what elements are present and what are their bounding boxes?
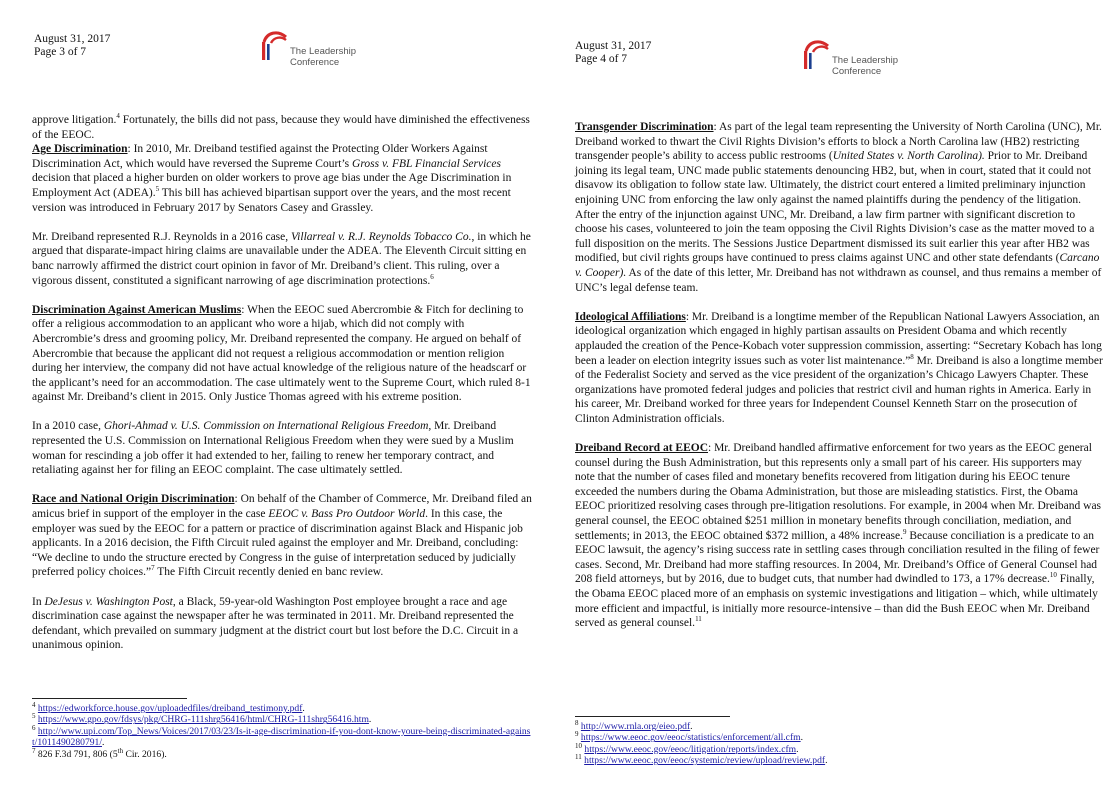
page-body (575, 120, 1103, 645)
page-header (575, 40, 651, 66)
footnote: $^9$ https://www.eeoc.gov/eeoc/statistics/enforcement/all.cfm. (575, 730, 804, 744)
leadership-conference-arc-icon (258, 28, 288, 62)
header-page-number: Page 4 of 7 (575, 53, 628, 65)
footnote-divider (575, 716, 730, 717)
section-heading: Race and National Origin Discrimination (32, 493, 235, 506)
paragraph: In DeJesus v. Washington Post, a Black, 59-year-old Washington Post employee brought a race and age discrimination case against the newspaper after he was terminated in 2011. Mr. Dreiband represented the defendant, which prevailed on summary judgment at the district court but lost before the D.C. Circuit in a unanimous opinion. (32, 595, 519, 652)
paragraph-ideological: Ideological Affiliations: Mr. Dreiband is a longtime member of the Republican National Lawyers Association, an ideological organization which engaged in highly partisan assaults on President Obama and which recently applauded the creation of the Pence-Kobach voter suppression commission, asserting: “Secretary Kobach has long been a leader on election integrity issues such as voter list maintenance.”$^8$ Mr. Dreiband is also a longtime member of the Federalist Society and served as the vice president of the organization’s Chicago Lawyers Chapter. These organizations have promoted federal judges and policies that restrict civil and human rights in America. Early in his career, Mr. Dreiband worked for three years for Independent Counsel Kenneth Starr on the prosecution of Clinton Administration officials. (575, 310, 1103, 425)
paragraph-race-national-origin: Race and National Origin Discrimination: On behalf of the Chamber of Commerce, Mr. Dreiband filed an amicus brief in support of the employer in the case EEOC v. Bass Pro Outdoor World. In this case, the employer was sued by the EEOC for a pattern or practice of discrimination against Black and Hispanic job applicants. In a 2016 decision, the Fifth Circuit ruled against the employer and Mr. Dreiband, concluding: “We decline to undo the structure erected by Congress in the guise of interpretation seduced by judicially preferred policy choices.”$^7$ The Fifth Circuit recently denied en banc review. (32, 493, 532, 579)
paragraph: Mr. Dreiband represented R.J. Reynolds in a 2016 case, Villarreal v. R.J. Reynolds Tobacco Co., in which he argued that disparate-impact hiring claims are unavailable under the ADEA. The Eleventh Circuit sitting en banc narrowly affirmed the district court opinion in favor of Mr. Dreiband’s client. This ruling, over a vigorous dissent, constituted a significant narrowing of age discrimination protections.$^6$ (32, 230, 531, 287)
footnotes (575, 718, 1075, 767)
paragraph: In a 2010 case, Ghori-Ahmad v. U.S. Commission on International Religious Freedom, Mr. Dreiband represented the U.S. Commission on International Religious Freedom when they were sued by a Muslim woman for rescinding a job offer it had extended to her, failing to renew her temporary contract, and retaliating against her for filing an EEOC complaint. The case ultimately settled. (32, 420, 514, 477)
footnote-link[interactable]: http://www.upi.com/Top_News/Voices/2017/03/23/Is-it-age-discrimination-if-you-dont-know-youre-being-discriminated-against/1011490280791/ (32, 725, 531, 749)
paragraph-muslims: Discrimination Against American Muslims: When the EEOC sued Abercrombie & Fitch for declining to offer a religious accommodation to an applicant who wore a hijab, which did not comply with Abercrombie’s dress and grooming policy, Mr. Dreiband represented the company. He argued on behalf of Abercrombie that because the applicant did not request a religious accommodation or mention religion during her interview, the company did not have actual knowledge of the religious nature of the headscarf or the applicant’s need for an accommodation. The case ultimately went to the Supreme Court, which ruled 8-1 against Mr. Dreiband’s client in 2015. Only Justice Thomas agreed with his extreme position. (32, 303, 531, 404)
footnote: $^6$ http://www.upi.com/Top_News/Voices/2017/03/23/Is-it-age-discrimination-if-you-dont-know-youre-being-discriminated-against/1011490280791/. (32, 723, 531, 749)
footnote-link[interactable]: https://www.gpo.gov/fdsys/pkg/CHRG-111shrg56416/html/CHRG-111shrg56416.htm (37, 714, 369, 726)
footnote-divider (32, 698, 187, 699)
header-page-number: Page 3 of 7 (34, 46, 87, 58)
footnote: $^8$ http://www.rnla.org/eieo.pdf. (575, 718, 693, 732)
page-body (32, 113, 532, 668)
section-heading: Ideological Affiliations (575, 310, 686, 323)
page-3 (0, 0, 545, 786)
page-4 (555, 0, 1110, 786)
leadership-conference-arc-icon (800, 37, 830, 71)
footnote-link[interactable]: http://www.rnla.org/eieo.pdf (580, 721, 691, 732)
section-heading: Dreiband Record at EEOC (575, 442, 708, 455)
footnote-link[interactable]: https://edworkforce.house.gov/uploadedfiles/dreiband_testimony.pdf (37, 703, 303, 714)
footnotes (32, 700, 532, 760)
footnote: $^4$ https://edworkforce.house.gov/uploadedfiles/dreiband_testimony.pdf. (32, 700, 305, 714)
footnote: $^{11}$ https://www.eeoc.gov/eeoc/systemic/review/upload/review.pdf. (575, 753, 828, 767)
footnote: $^7$ 826 F.3d 791, 806 (5th Cir. 2016). (32, 746, 167, 760)
header-date: August 31, 2017 (575, 40, 652, 52)
logo-text: The Leadership Conference (832, 55, 899, 77)
paragraph: approve litigation.$^4$ Fortunately, the bills did not pass, because they would have diminished the effectiveness of the EEOC. (32, 112, 530, 141)
footnote-link[interactable]: https://www.eeoc.gov/eeoc/systemic/review/upload/review.pdf (584, 755, 826, 767)
footnote-link[interactable]: https://www.eeoc.gov/eeoc/statistics/enforcement/all.cfm (580, 732, 801, 744)
leadership-conference-logo (800, 37, 898, 77)
section-heading: Discrimination Against American Muslims (32, 303, 242, 316)
page-header (34, 33, 110, 59)
footnote: $^{10}$ https://www.eeoc.gov/eeoc/litigation/reports/index.cfm. (575, 741, 799, 755)
paragraph-eeoc-record: Dreiband Record at EEOC: Mr. Dreiband handled affirmative enforcement for two years as the EEOC general counsel during the Bush Administration, but this represents only a small part of his career. His supporters may note that the number of cases filed and monetary benefits recovered from litigation during his EEOC tenure exceeded the numbers during the Obama Administration, but those are misleading statistics. First, the Obama EEOC prioritized resolving cases through pre-litigation resolutions. For example, in 2004 when Mr. Dreiband was general counsel, the EEOC obtained $251 million in monetary benefits through conciliation, mediation, and settlements; in 2013, the EEOC obtained $372 million, a 48% increase.$^9$ Because conciliation is a predicate to an EEOC lawsuit, the agency’s rising success rate in settling cases through conciliation resulted in the filing of fewer cases. Second, Mr. Dreiband had more staffing resources. In 2004, Mr. Dreiband’s Office of General Counsel had 208 field attorneys, but by 2016, due to budget cuts, that number had dwindled to 173, a 17% decrease.$^{10}$ Finally, the Obama EEOC placed more of an emphasis on systemic investigations and litigation – which, while ultimately more efficient and impactful, is initially more resource-intensive – than did the Bush EEOC when Mr. Dreiband served as general counsel.$^{11}$ (575, 442, 1102, 630)
header-date: August 31, 2017 (34, 33, 111, 45)
leadership-conference-logo (258, 28, 356, 68)
section-heading: Age Discrimination (32, 143, 128, 156)
paragraph-age-discrimination: Age Discrimination: In 2010, Mr. Dreiband testified against the Protecting Older Workers Against Discrimination Act, which would have reversed the Supreme Court’s Gross v. FBL Financial Services decision that placed a higher burden on older workers to prove age bias under the Age Discrimination in Employment Act (ADEA).$^5$ This bill has achieved bipartisan support over the years, and the most recent version was introduced in February 2017 by Senators Casey and Grassley. (32, 143, 512, 214)
section-heading: Transgender Discrimination (575, 121, 714, 133)
paragraph-transgender: Transgender Discrimination: As part of the legal team representing the University of North Carolina (UNC), Mr. Dreiband worked to thwart the Civil Rights Division’s efforts to block a North Carolina law (HB2) restricting transgender people’s ability to access public restrooms (United States v. North Carolina). Prior to Mr. Dreiband joining its legal team, UNC made public statements denouncing HB2, but, when in court, stated that it could not disavow its obligation to follow state law. Ultimately, the district court entered a limited preliminary injunction enjoining UNC from enforcing the law only against the named plaintiffs during the pendency of the litigation. After the entry of the injunction against UNC, Mr. Dreiband, a law firm partner with significant discretion to choose his cases, volunteered to join the team opposing the Civil Rights Division’s case as the matter moved to a full disposition on the merits. The Sessions Justice Department dismissed its suit earlier this year after HB2 was modified, but civil rights groups have continued to press claims against UNC and other state defendants (Carcano v. Cooper). As of the date of this letter, Mr. Dreiband has not withdrawn as counsel, and thus remains a member of UNC’s legal defense team. (575, 121, 1102, 294)
footnote-link[interactable]: https://www.eeoc.gov/eeoc/litigation/reports/index.cfm (584, 743, 797, 755)
logo-text: The Leadership Conference (290, 46, 357, 68)
footnote: $^5$ https://www.gpo.gov/fdsys/pkg/CHRG-111shrg56416/html/CHRG-111shrg56416.htm. (32, 712, 372, 726)
